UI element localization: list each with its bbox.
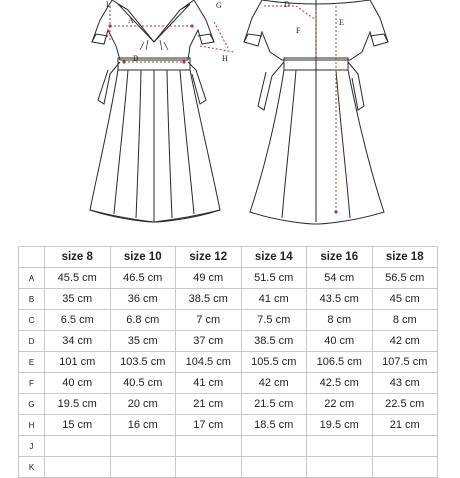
table-cell: 56.5 cm	[372, 268, 438, 289]
table-cell: 43.5 cm	[307, 289, 373, 310]
table-cell: 21.5 cm	[241, 394, 307, 415]
table-row	[19, 289, 438, 310]
table-cell: 46.5 cm	[110, 268, 176, 289]
column-header: size 12	[176, 247, 242, 268]
table-cell: 45 cm	[372, 289, 438, 310]
table-cell: 42.5 cm	[307, 373, 373, 394]
measure-point	[122, 60, 125, 63]
row-label: J	[19, 436, 45, 457]
table-cell: 22 cm	[307, 394, 373, 415]
table-cell: 34 cm	[45, 331, 111, 352]
table-cell	[372, 436, 438, 457]
table-cell: 6.5 cm	[45, 310, 111, 331]
table-cell: 42 cm	[241, 373, 307, 394]
table-cell: 21 cm	[176, 394, 242, 415]
table-cell: 35 cm	[110, 331, 176, 352]
size-table-body	[19, 268, 438, 478]
diagram-label-b: B	[133, 54, 139, 63]
measure-point	[190, 24, 193, 27]
table-cell: 15 cm	[45, 415, 111, 436]
measurement-lines	[110, 6, 336, 212]
table-cell	[45, 436, 111, 457]
table-cell: 104.5 cm	[176, 352, 242, 373]
table-row	[19, 268, 438, 289]
row-label: G	[19, 394, 45, 415]
diagram-label-g: G	[216, 1, 222, 10]
table-cell: 22.5 cm	[372, 394, 438, 415]
measure-point	[334, 210, 337, 213]
table-cell	[110, 436, 176, 457]
table-cell: 51.5 cm	[241, 268, 307, 289]
column-header: size 8	[45, 247, 111, 268]
table-cell: 41 cm	[176, 373, 242, 394]
table-cell: 16 cm	[110, 415, 176, 436]
table-cell: 103.5 cm	[110, 352, 176, 373]
table-cell: 21 cm	[372, 415, 438, 436]
row-label: H	[19, 415, 45, 436]
table-cell	[307, 436, 373, 457]
diagram-label-f: F	[296, 26, 301, 35]
table-cell: 49 cm	[176, 268, 242, 289]
table-cell: 8 cm	[372, 310, 438, 331]
table-cell: 7 cm	[176, 310, 242, 331]
row-label: D	[19, 331, 45, 352]
column-header: size 10	[110, 247, 176, 268]
front-view-drawing	[90, 0, 220, 222]
table-cell: 35 cm	[45, 289, 111, 310]
table-cell: 38.5 cm	[241, 331, 307, 352]
table-cell: 17 cm	[176, 415, 242, 436]
table-row	[19, 310, 438, 331]
table-cell: 37 cm	[176, 331, 242, 352]
table-cell: 54 cm	[307, 268, 373, 289]
table-row	[19, 415, 438, 436]
table-cell: 45.5 cm	[45, 268, 111, 289]
diagram-label-e: E	[339, 18, 344, 27]
table-cell: 19.5 cm	[45, 394, 111, 415]
measure-point	[182, 60, 185, 63]
table-cell: 36 cm	[110, 289, 176, 310]
table-cell: 40.5 cm	[110, 373, 176, 394]
row-label: B	[19, 289, 45, 310]
row-label: F	[19, 373, 45, 394]
table-cell: 6.8 cm	[110, 310, 176, 331]
table-cell: 40 cm	[45, 373, 111, 394]
table-cell: 107.5 cm	[372, 352, 438, 373]
table-cell	[241, 436, 307, 457]
row-label: A	[19, 268, 45, 289]
table-row	[19, 436, 438, 457]
table-cell: 42 cm	[372, 331, 438, 352]
table-cell: 106.5 cm	[307, 352, 373, 373]
table-cell: 7.5 cm	[241, 310, 307, 331]
table-row	[19, 331, 438, 352]
column-header: size 16	[307, 247, 373, 268]
row-label: E	[19, 352, 45, 373]
table-cell: 8 cm	[307, 310, 373, 331]
column-header: size 18	[372, 247, 438, 268]
back-view-drawing	[244, 0, 388, 224]
table-row	[19, 352, 438, 373]
table-cell: 41 cm	[241, 289, 307, 310]
size-chart-table	[18, 246, 438, 478]
table-cell: 40 cm	[307, 331, 373, 352]
table-cell: 101 cm	[45, 352, 111, 373]
diagram-label-l: L	[106, 0, 111, 9]
table-cell: 43 cm	[372, 373, 438, 394]
table-header-row	[19, 247, 438, 268]
table-cell: 38.5 cm	[176, 289, 242, 310]
table-cell: 19.5 cm	[307, 415, 373, 436]
column-header	[19, 247, 45, 268]
table-cell	[176, 436, 242, 457]
column-header: size 14	[241, 247, 307, 268]
table-cell: 20 cm	[110, 394, 176, 415]
diagram-label-d: D	[284, 0, 290, 9]
table-cell: 105.5 cm	[241, 352, 307, 373]
measure-point	[108, 24, 111, 27]
table-cell: 18.5 cm	[241, 415, 307, 436]
row-label: K	[19, 457, 45, 478]
table-row	[19, 373, 438, 394]
diagram-label-h: H	[222, 54, 228, 63]
diagram-label-a: A	[128, 16, 134, 25]
table-row	[19, 394, 438, 415]
row-label: C	[19, 310, 45, 331]
